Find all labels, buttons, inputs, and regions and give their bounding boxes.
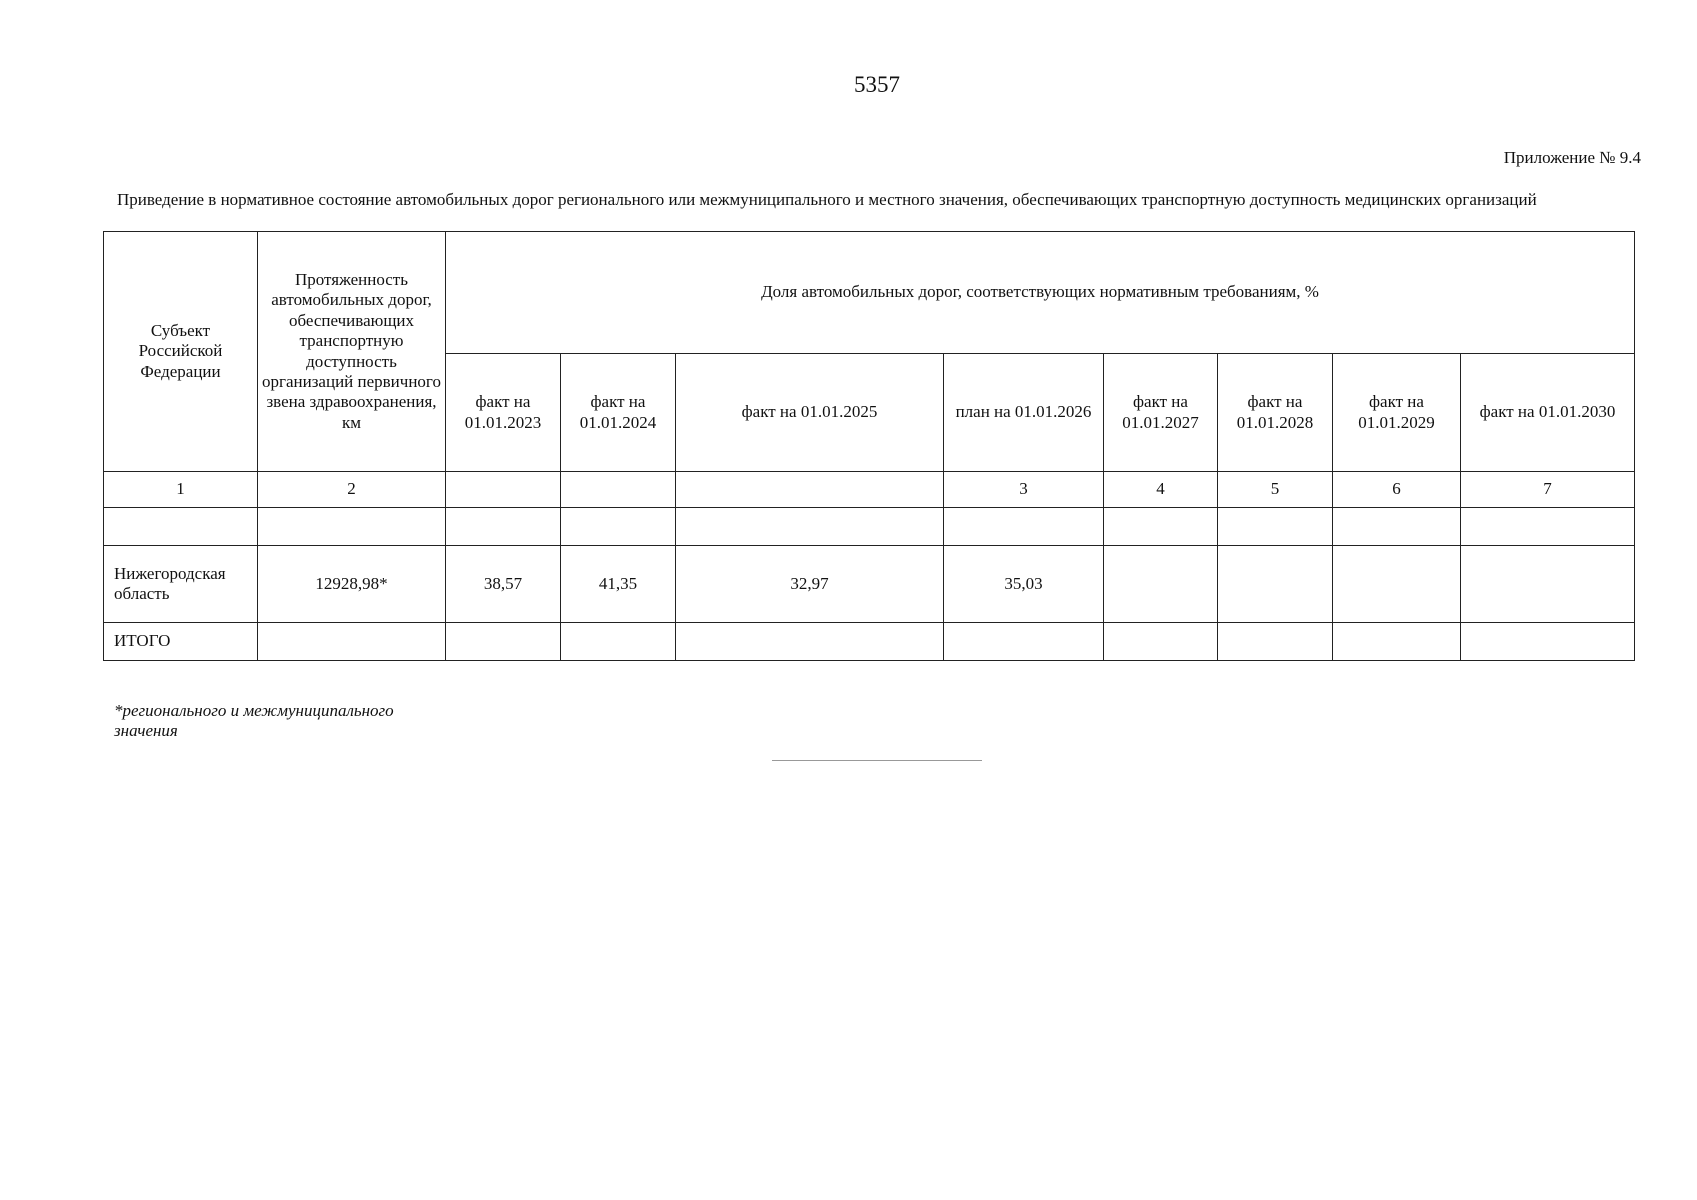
column-number-row <box>104 472 1635 508</box>
year-header: факт на 01.01.2030 <box>1461 354 1635 472</box>
region-name: Нижегородская область <box>104 546 258 623</box>
share-value: 38,57 <box>446 546 561 623</box>
column-number: 2 <box>258 472 446 508</box>
table-cell <box>561 623 676 661</box>
column-number: 3 <box>944 472 1104 508</box>
table-row-total <box>104 623 1635 661</box>
table-cell <box>1104 508 1218 546</box>
column-number <box>676 472 944 508</box>
share-value: 35,03 <box>944 546 1104 623</box>
road-share-table <box>103 231 1635 661</box>
header-subject: Субъект Российской Федерации <box>104 232 258 472</box>
table-cell <box>258 623 446 661</box>
table-cell <box>944 508 1104 546</box>
table-cell <box>446 508 561 546</box>
footnote: *регионального и межмуниципального значения <box>114 701 394 741</box>
appendix-label: Приложение № 9.4 <box>1503 148 1641 167</box>
total-label: ИТОГО <box>104 623 258 661</box>
year-header: факт на 01.01.2029 <box>1333 354 1461 472</box>
column-number: 7 <box>1461 472 1635 508</box>
table-row-region <box>104 546 1635 623</box>
year-header: факт на 01.01.2025 <box>676 354 944 472</box>
table-cell <box>676 508 944 546</box>
road-length-value: 12928,98* <box>258 546 446 623</box>
table-cell <box>561 508 676 546</box>
share-value: 41,35 <box>561 546 676 623</box>
share-value <box>1218 546 1333 623</box>
year-header: факт на 01.01.2027 <box>1104 354 1218 472</box>
year-header: факт на 01.01.2024 <box>561 354 676 472</box>
column-number: 4 <box>1104 472 1218 508</box>
year-header: факт на 01.01.2023 <box>446 354 561 472</box>
share-value <box>1104 546 1218 623</box>
column-number: 1 <box>104 472 258 508</box>
table-cell <box>1333 623 1461 661</box>
column-number: 5 <box>1218 472 1333 508</box>
header-share: Доля автомобильных дорог, соответствующих нормативным требованиям, % <box>446 232 1635 354</box>
column-number <box>446 472 561 508</box>
table-cell <box>1218 508 1333 546</box>
column-number: 6 <box>1333 472 1461 508</box>
page-number: 5357 <box>854 72 900 97</box>
table-cell <box>1461 623 1635 661</box>
table-cell <box>1333 508 1461 546</box>
table-cell <box>1218 623 1333 661</box>
table-cell <box>1104 623 1218 661</box>
share-value <box>1333 546 1461 623</box>
document-title: Приведение в нормативное состояние автомобильных дорог регионального или межмуниципального и местного значения, обеспечивающих транспортную доступность медицинских организаций <box>117 190 1537 209</box>
table-cell <box>258 508 446 546</box>
table-cell <box>1461 508 1635 546</box>
header-length: Протяженность автомобильных дорог, обеспечивающих транспортную доступность организаций первичного звена здравоохранения, км <box>258 232 446 472</box>
table-cell <box>676 623 944 661</box>
share-value <box>1461 546 1635 623</box>
year-header: факт на 01.01.2028 <box>1218 354 1333 472</box>
table-cell <box>446 623 561 661</box>
column-number <box>561 472 676 508</box>
share-value: 32,97 <box>676 546 944 623</box>
end-divider <box>772 760 982 761</box>
year-header: план на 01.01.2026 <box>944 354 1104 472</box>
empty-row <box>104 508 1635 546</box>
table-cell <box>104 508 258 546</box>
table-cell <box>944 623 1104 661</box>
